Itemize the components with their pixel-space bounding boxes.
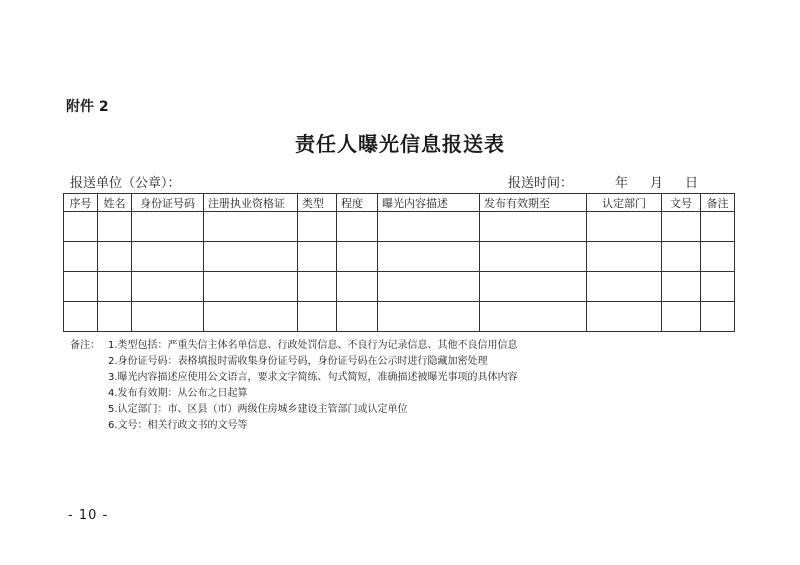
header-degree: 程度 — [337, 194, 378, 212]
table-cell — [662, 302, 701, 332]
table-cell — [204, 272, 298, 302]
table-cell — [298, 212, 337, 242]
table-row — [64, 242, 735, 272]
notes-section — [70, 338, 518, 434]
table-cell — [337, 302, 378, 332]
table-cell — [337, 212, 378, 242]
note-text: 6.文号：相关行政文书的文号等 — [108, 420, 248, 431]
table-cell — [64, 272, 98, 302]
table-header-row — [64, 194, 735, 212]
table-cell — [701, 302, 735, 332]
notes-label: 备注： — [70, 340, 100, 351]
table-cell — [298, 272, 337, 302]
table-cell — [480, 302, 587, 332]
table-cell — [701, 242, 735, 272]
table-cell — [337, 242, 378, 272]
header-type: 类型 — [298, 194, 337, 212]
table-cell — [298, 302, 337, 332]
table-cell — [480, 272, 587, 302]
table-cell — [480, 212, 587, 242]
table-cell — [662, 242, 701, 272]
date-year-label: 年 — [615, 176, 629, 191]
note-item-1 — [70, 338, 518, 354]
table-cell — [298, 242, 337, 272]
table-row — [64, 302, 735, 332]
table-row — [64, 212, 735, 242]
table-cell — [378, 302, 480, 332]
note-text: 2.身份证号码：表格填报时需收集身份证号码，身份证号码在公示时进行隐藏加密处理 — [108, 356, 488, 367]
table-cell — [98, 302, 132, 332]
header-exposure-description: 曝光内容描述 — [378, 194, 480, 212]
table-cell — [662, 272, 701, 302]
page-number: - 10 - — [68, 508, 109, 523]
note-item-6 — [70, 418, 518, 434]
header-department: 认定部门 — [587, 194, 662, 212]
note-item-2 — [70, 354, 518, 370]
table-cell — [132, 242, 204, 272]
table-cell — [587, 302, 662, 332]
table-cell — [132, 212, 204, 242]
table-cell — [204, 302, 298, 332]
table-cell — [587, 272, 662, 302]
table-cell — [378, 272, 480, 302]
header-serial-number: 序号 — [64, 194, 98, 212]
table-row — [64, 272, 735, 302]
table-cell — [98, 272, 132, 302]
table-cell — [587, 242, 662, 272]
header-name: 姓名 — [98, 194, 132, 212]
table-cell — [701, 212, 735, 242]
table-cell — [701, 272, 735, 302]
note-text: 1.类型包括：严重失信主体名单信息、行政处罚信息、不良行为记录信息、其他不良信用信息 — [108, 340, 518, 351]
report-table — [63, 193, 735, 332]
note-item-5 — [70, 402, 518, 418]
table-cell — [378, 242, 480, 272]
date-month-label: 月 — [650, 176, 664, 191]
table-cell — [98, 212, 132, 242]
table-cell — [587, 212, 662, 242]
table-cell — [662, 212, 701, 242]
header-id-number: 身份证号码 — [132, 194, 204, 212]
report-unit-label: 报送单位（公章）： — [70, 176, 181, 191]
note-text: 5.认定部门：市、区县（市）两级住房城乡建设主管部门或认定单位 — [108, 404, 408, 415]
table-cell — [337, 272, 378, 302]
table-cell — [64, 302, 98, 332]
table-cell — [378, 212, 480, 242]
document-title: 责任人曝光信息报送表 — [295, 132, 505, 156]
table-cell — [64, 242, 98, 272]
header-registration-certificate: 注册执业资格证 — [204, 194, 298, 212]
note-text: 3.曝光内容描述应使用公文语言，要求文字简练、句式简短，准确描述被曝光事项的具体内容 — [108, 372, 518, 383]
table-cell — [132, 302, 204, 332]
header-document-number: 文号 — [662, 194, 701, 212]
header-remarks: 备注 — [701, 194, 735, 212]
table-cell — [64, 212, 98, 242]
note-item-4 — [70, 386, 518, 402]
note-text: 4.发布有效期：从公布之日起算 — [108, 388, 248, 399]
table-cell — [132, 272, 204, 302]
header-valid-until: 发布有效期至 — [480, 194, 587, 212]
table-cell — [98, 242, 132, 272]
note-item-3 — [70, 370, 518, 386]
report-time-label: 报送时间： — [508, 176, 574, 191]
report-time — [508, 172, 698, 191]
table-cell — [204, 242, 298, 272]
table-cell — [204, 212, 298, 242]
date-day-label: 日 — [685, 176, 699, 191]
attachment-label: 附件 2 — [66, 99, 109, 115]
table-cell — [480, 242, 587, 272]
